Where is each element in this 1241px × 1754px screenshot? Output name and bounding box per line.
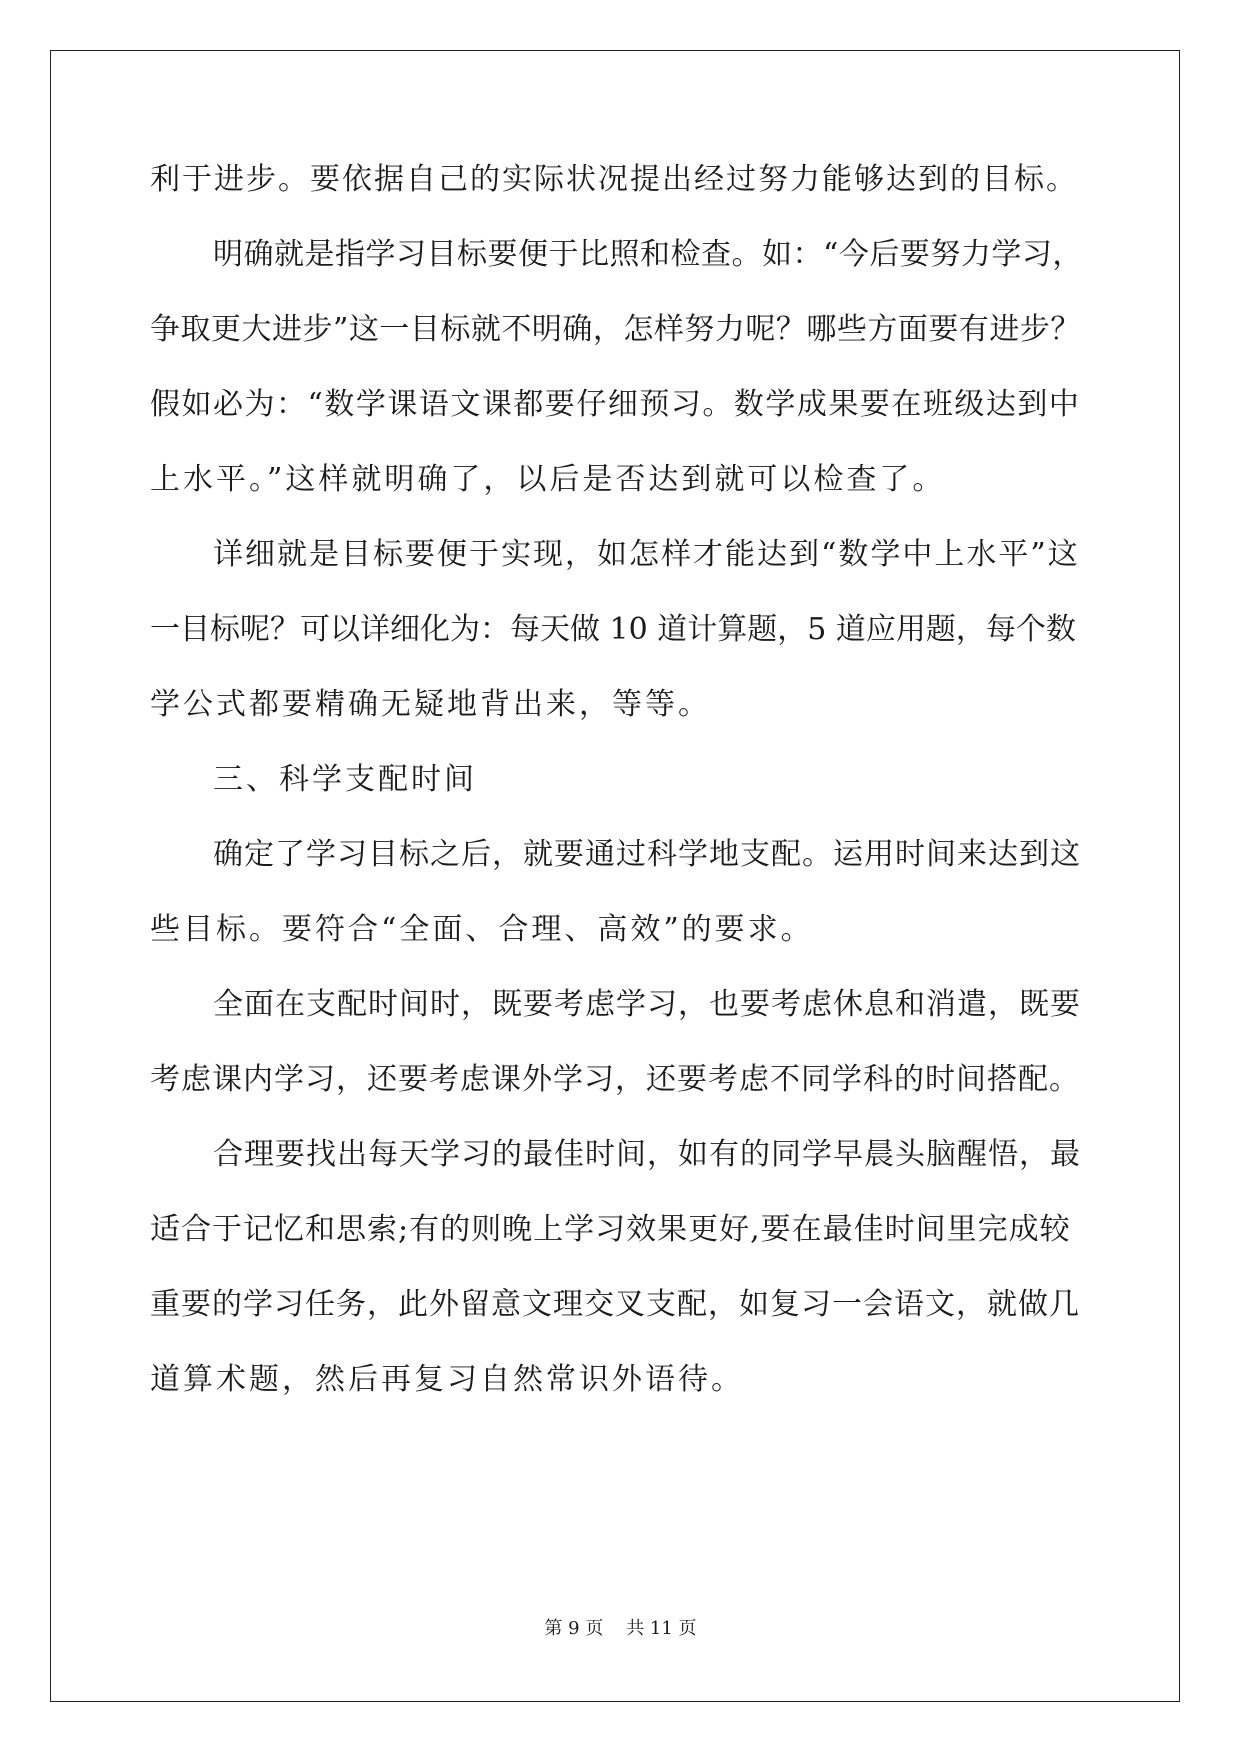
section-heading: 三、科学支配时间 [213,762,477,797]
paragraph-start-line: 全面在支配时间时，既要考虑学习，也要考虑休息和消遣，既要 [213,987,1081,1022]
text-line: 假如必为：“数学课语文课都要仔细预习。数学成果要在班级达到中 [150,387,1081,422]
page-number: 第 9 页 共 11 页 [544,1618,697,1639]
text-line: 利于进步。要依据自己的实际状况提出经过努力能够达到的目标。 [150,162,1078,197]
text-line: 重要的学习任务，此外留意文理交叉支配，如复习一会语文，就做几 [150,1287,1080,1322]
text-line: 道算术题，然后再复习自然常识外语待。 [150,1362,744,1397]
paragraph-start-line: 明确就是指学习目标要便于比照和检查。如：“今后要努力学习， [213,237,1083,272]
text-line: 考虑课内学习，还要考虑课外学习，还要考虑不同学科的时间搭配。 [150,1062,1080,1097]
text-line: 学公式都要精确无疑地背出来，等等。 [150,687,711,722]
text-line: 上水平。”这样就明确了，以后是否达到就可以检查了。 [150,462,946,497]
text-line: 些目标。要符合“全面、合理、高效”的要求。 [150,912,814,947]
text-line: 适合于记忆和思索;有的则晚上学习效果更好,要在最佳时间里完成较 [150,1212,1071,1247]
paragraph-start-line: 详细就是目标要便于实现，如怎样才能达到“数学中上水平”这 [213,537,1080,572]
text-line: 一目标呢？可以详细化为：每天做 10 道计算题，5 道应用题，每个数 [150,612,1076,647]
paragraph-start-line: 合理要找出每天学习的最佳时间，如有的同学早晨头脑醒悟，最 [213,1137,1081,1172]
paragraph-start-line: 确定了学习目标之后，就要通过科学地支配。运用时间来达到这 [213,837,1081,872]
page-border [50,50,1180,1702]
text-line: 争取更大进步”这一目标就不明确，怎样努力呢？哪些方面要有进步？ [150,312,1081,347]
